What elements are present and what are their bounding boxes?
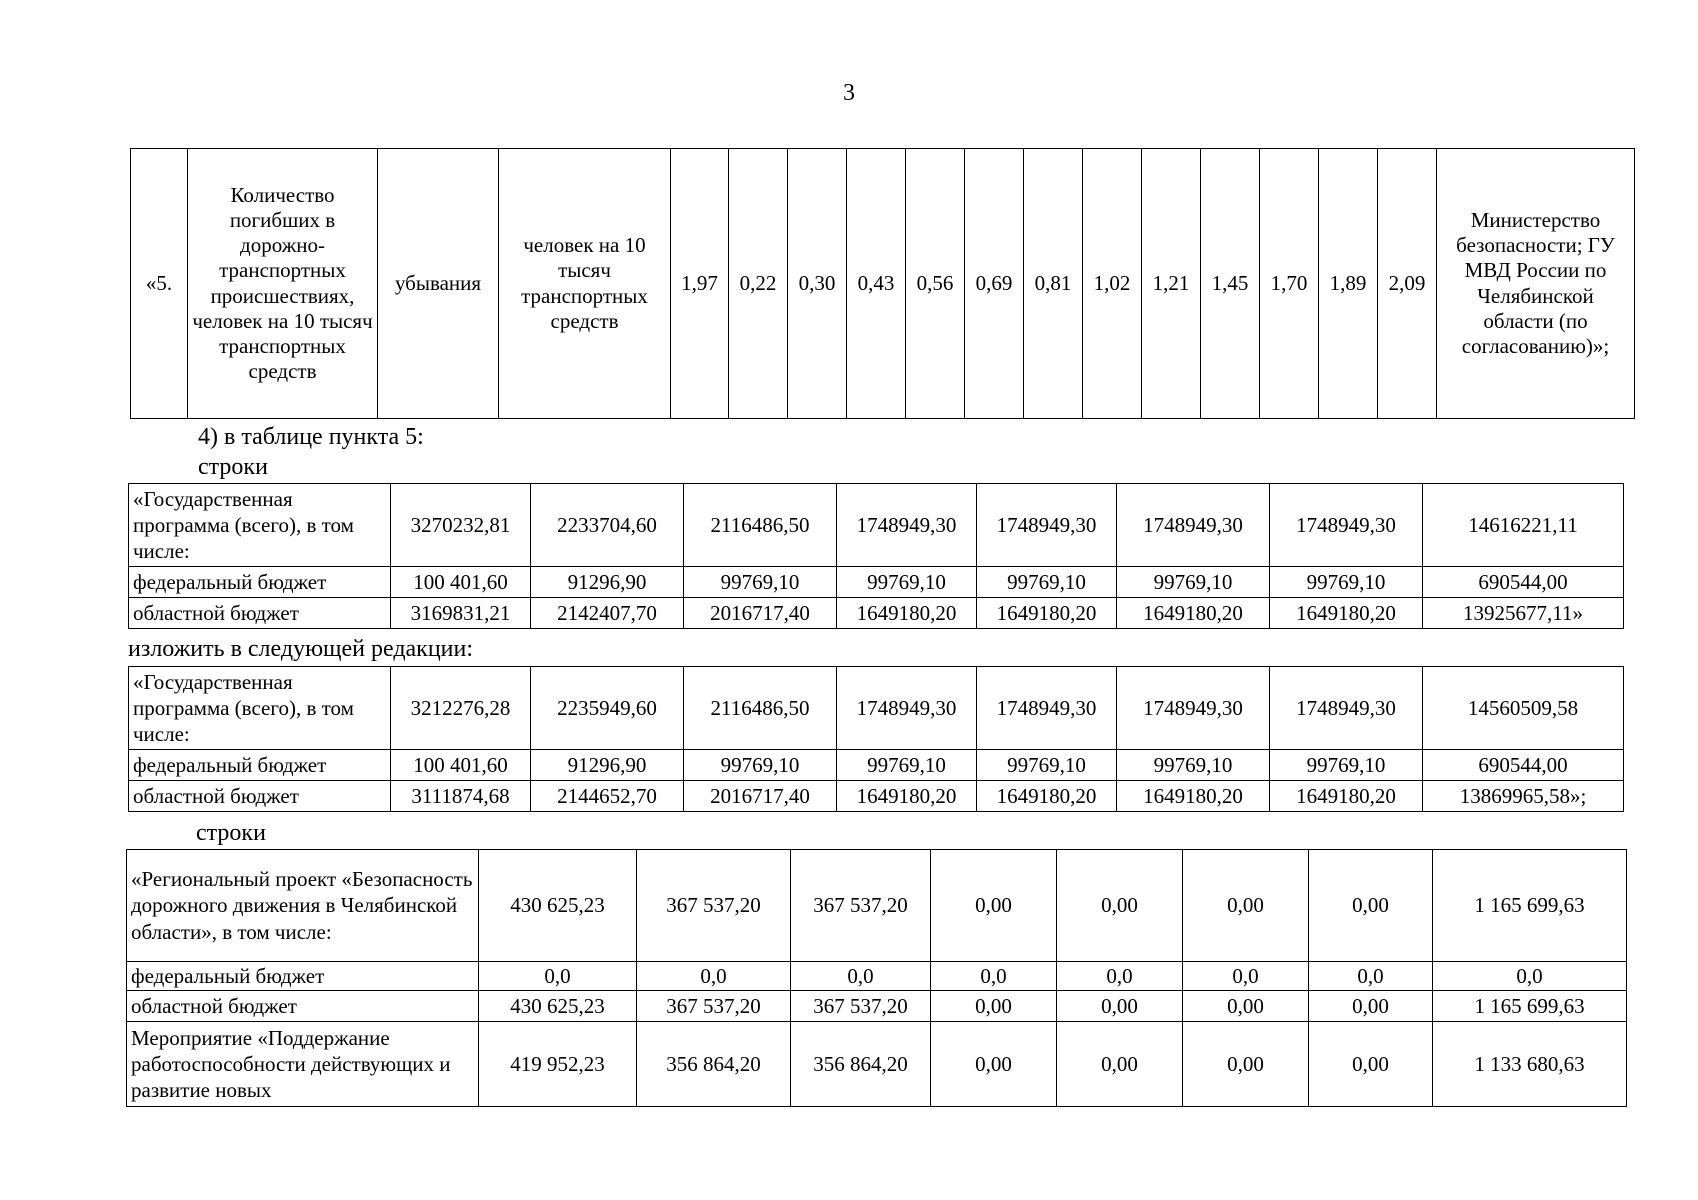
table-row — [127, 1022, 1627, 1107]
value-cell: 14560509,58 — [1423, 667, 1624, 750]
table-row — [129, 781, 1624, 812]
value-cell: 0,69 — [965, 149, 1024, 419]
row-label: областной бюджет — [129, 781, 391, 812]
table-row — [129, 484, 1624, 567]
value-cell: 430 625,23 — [479, 850, 637, 962]
table-row — [131, 149, 1635, 419]
rows-text-2: строки — [196, 820, 266, 846]
budget-table-new — [128, 666, 1624, 812]
value-cell: 0,81 — [1024, 149, 1083, 419]
value-cell: 1748949,30 — [1117, 484, 1270, 567]
value-cell: 99769,10 — [1117, 567, 1270, 598]
value-cell: 2144652,70 — [531, 781, 684, 812]
value-cell: 100 401,60 — [391, 750, 531, 781]
value-cell: 3111874,68 — [391, 781, 531, 812]
value-cell: 99769,10 — [837, 750, 977, 781]
value-cell: 0,00 — [1183, 1022, 1309, 1107]
value-cell: 2235949,60 — [531, 667, 684, 750]
value-cell: 1649180,20 — [1117, 781, 1270, 812]
value-cell: 2116486,50 — [684, 484, 837, 567]
value-cell: 367 537,20 — [637, 991, 791, 1022]
value-cell: 3212276,28 — [391, 667, 531, 750]
value-cell: 0,22 — [729, 149, 788, 419]
value-cell: 1748949,30 — [837, 667, 977, 750]
table-row — [127, 850, 1627, 962]
value-cell: 2233704,60 — [531, 484, 684, 567]
value-cell: 690544,00 — [1423, 750, 1624, 781]
value-cell: 419 952,23 — [479, 1022, 637, 1107]
value-cell: 1748949,30 — [1270, 667, 1423, 750]
direction-cell: убывания — [378, 149, 499, 419]
row-label: Мероприятие «Поддержание работоспособности действующих и развитие новых — [127, 1022, 479, 1107]
value-cell: 1,21 — [1142, 149, 1201, 419]
value-cell: 0,00 — [1057, 991, 1183, 1022]
value-cell: 0,00 — [1309, 1022, 1433, 1107]
value-cell: 99769,10 — [977, 567, 1117, 598]
value-cell: 99769,10 — [1117, 750, 1270, 781]
value-cell: 0,00 — [931, 850, 1057, 962]
value-cell: 99769,10 — [1270, 567, 1423, 598]
value-cell: 0,0 — [637, 962, 791, 991]
value-cell: 99769,10 — [837, 567, 977, 598]
value-cell: 356 864,20 — [791, 1022, 931, 1107]
table-row — [127, 991, 1627, 1022]
value-cell: 99769,10 — [684, 567, 837, 598]
value-cell: 1,02 — [1083, 149, 1142, 419]
indicator-name: Количество погибших в дорожно-транспортных происшествиях, человек на 10 тысяч транспортных средств — [188, 149, 378, 419]
value-cell: 0,56 — [906, 149, 965, 419]
value-cell: 0,0 — [791, 962, 931, 991]
value-cell: 99769,10 — [1270, 750, 1423, 781]
value-cell: 0,30 — [788, 149, 847, 419]
value-cell: 690544,00 — [1423, 567, 1624, 598]
value-cell: 1,70 — [1260, 149, 1319, 419]
value-cell: 356 864,20 — [637, 1022, 791, 1107]
value-cell: 0,00 — [1183, 991, 1309, 1022]
value-cell: 2016717,40 — [684, 598, 837, 629]
value-cell: 430 625,23 — [479, 991, 637, 1022]
value-cell: 1748949,30 — [1270, 484, 1423, 567]
value-cell: 0,00 — [931, 991, 1057, 1022]
value-cell: 2016717,40 — [684, 781, 837, 812]
value-cell: 367 537,20 — [791, 850, 931, 962]
row-label: областной бюджет — [127, 991, 479, 1022]
value-cell: 0,00 — [1057, 1022, 1183, 1107]
value-cell: 1 165 699,63 — [1433, 991, 1627, 1022]
value-cell: 1748949,30 — [837, 484, 977, 567]
row-label: федеральный бюджет — [129, 750, 391, 781]
unit-cell: человек на 10 тысяч транспортных средств — [499, 149, 671, 419]
value-cell: 0,00 — [1057, 850, 1183, 962]
value-cell: 2116486,50 — [684, 667, 837, 750]
value-cell: 0,00 — [1309, 991, 1433, 1022]
row-label: областной бюджет — [129, 598, 391, 629]
table-row — [127, 962, 1627, 991]
value-cell: 2,09 — [1378, 149, 1437, 419]
row-number: «5. — [131, 149, 188, 419]
value-cell: 1,45 — [1201, 149, 1260, 419]
value-cell: 1649180,20 — [1270, 598, 1423, 629]
value-cell: 2142407,70 — [531, 598, 684, 629]
value-cell: 99769,10 — [977, 750, 1117, 781]
table-row — [129, 667, 1624, 750]
indicator-table — [130, 148, 1635, 419]
value-cell: 0,0 — [1309, 962, 1433, 991]
value-cell: 0,00 — [1309, 850, 1433, 962]
value-cell: 91296,90 — [531, 750, 684, 781]
value-cell: 367 537,20 — [637, 850, 791, 962]
value-cell: 1 133 680,63 — [1433, 1022, 1627, 1107]
value-cell: 1649180,20 — [977, 781, 1117, 812]
row-label: федеральный бюджет — [127, 962, 479, 991]
value-cell: 1,97 — [671, 149, 729, 419]
value-cell: 1649180,20 — [837, 598, 977, 629]
value-cell: 0,0 — [1433, 962, 1627, 991]
value-cell: 91296,90 — [531, 567, 684, 598]
row-label: «Государственная программа (всего), в том числе: — [129, 484, 391, 567]
value-cell: 1,89 — [1319, 149, 1378, 419]
value-cell: 0,0 — [479, 962, 637, 991]
value-cell: 1748949,30 — [977, 484, 1117, 567]
value-cell: 1748949,30 — [1117, 667, 1270, 750]
edition-text: изложить в следующей редакции: — [128, 636, 474, 662]
table-row — [129, 750, 1624, 781]
value-cell: 14616221,11 — [1423, 484, 1624, 567]
value-cell: 1748949,30 — [977, 667, 1117, 750]
table-row — [129, 598, 1624, 629]
table-row — [129, 567, 1624, 598]
value-cell: 1649180,20 — [837, 781, 977, 812]
value-cell: 0,43 — [847, 149, 906, 419]
value-cell: 1649180,20 — [1270, 781, 1423, 812]
value-cell: 100 401,60 — [391, 567, 531, 598]
value-cell: 1 165 699,63 — [1433, 850, 1627, 962]
row-label: «Государственная программа (всего), в том числе: — [129, 667, 391, 750]
value-cell: 0,00 — [1183, 850, 1309, 962]
value-cell: 0,00 — [931, 1022, 1057, 1107]
page-number: 3 — [843, 80, 855, 106]
value-cell: 0,0 — [1057, 962, 1183, 991]
project-table — [126, 849, 1627, 1107]
value-cell: 3169831,21 — [391, 598, 531, 629]
value-cell: 3270232,81 — [391, 484, 531, 567]
value-cell: 0,0 — [1183, 962, 1309, 991]
value-cell: 13925677,11» — [1423, 598, 1624, 629]
value-cell: 1649180,20 — [977, 598, 1117, 629]
value-cell: 99769,10 — [684, 750, 837, 781]
item-4-text: 4) в таблице пункта 5: — [198, 424, 424, 450]
rows-text: строки — [198, 454, 268, 480]
row-label: «Региональный проект «Безопасность дорожного движения в Челябинской области», в том числе: — [127, 850, 479, 962]
value-cell: 367 537,20 — [791, 991, 931, 1022]
row-label: федеральный бюджет — [129, 567, 391, 598]
value-cell: 13869965,58»; — [1423, 781, 1624, 812]
responsible-cell: Министерство безопасности; ГУ МВД России по Челябинской области (по согласованию)»; — [1437, 149, 1635, 419]
budget-table-old — [128, 483, 1624, 629]
value-cell: 0,0 — [931, 962, 1057, 991]
value-cell: 1649180,20 — [1117, 598, 1270, 629]
